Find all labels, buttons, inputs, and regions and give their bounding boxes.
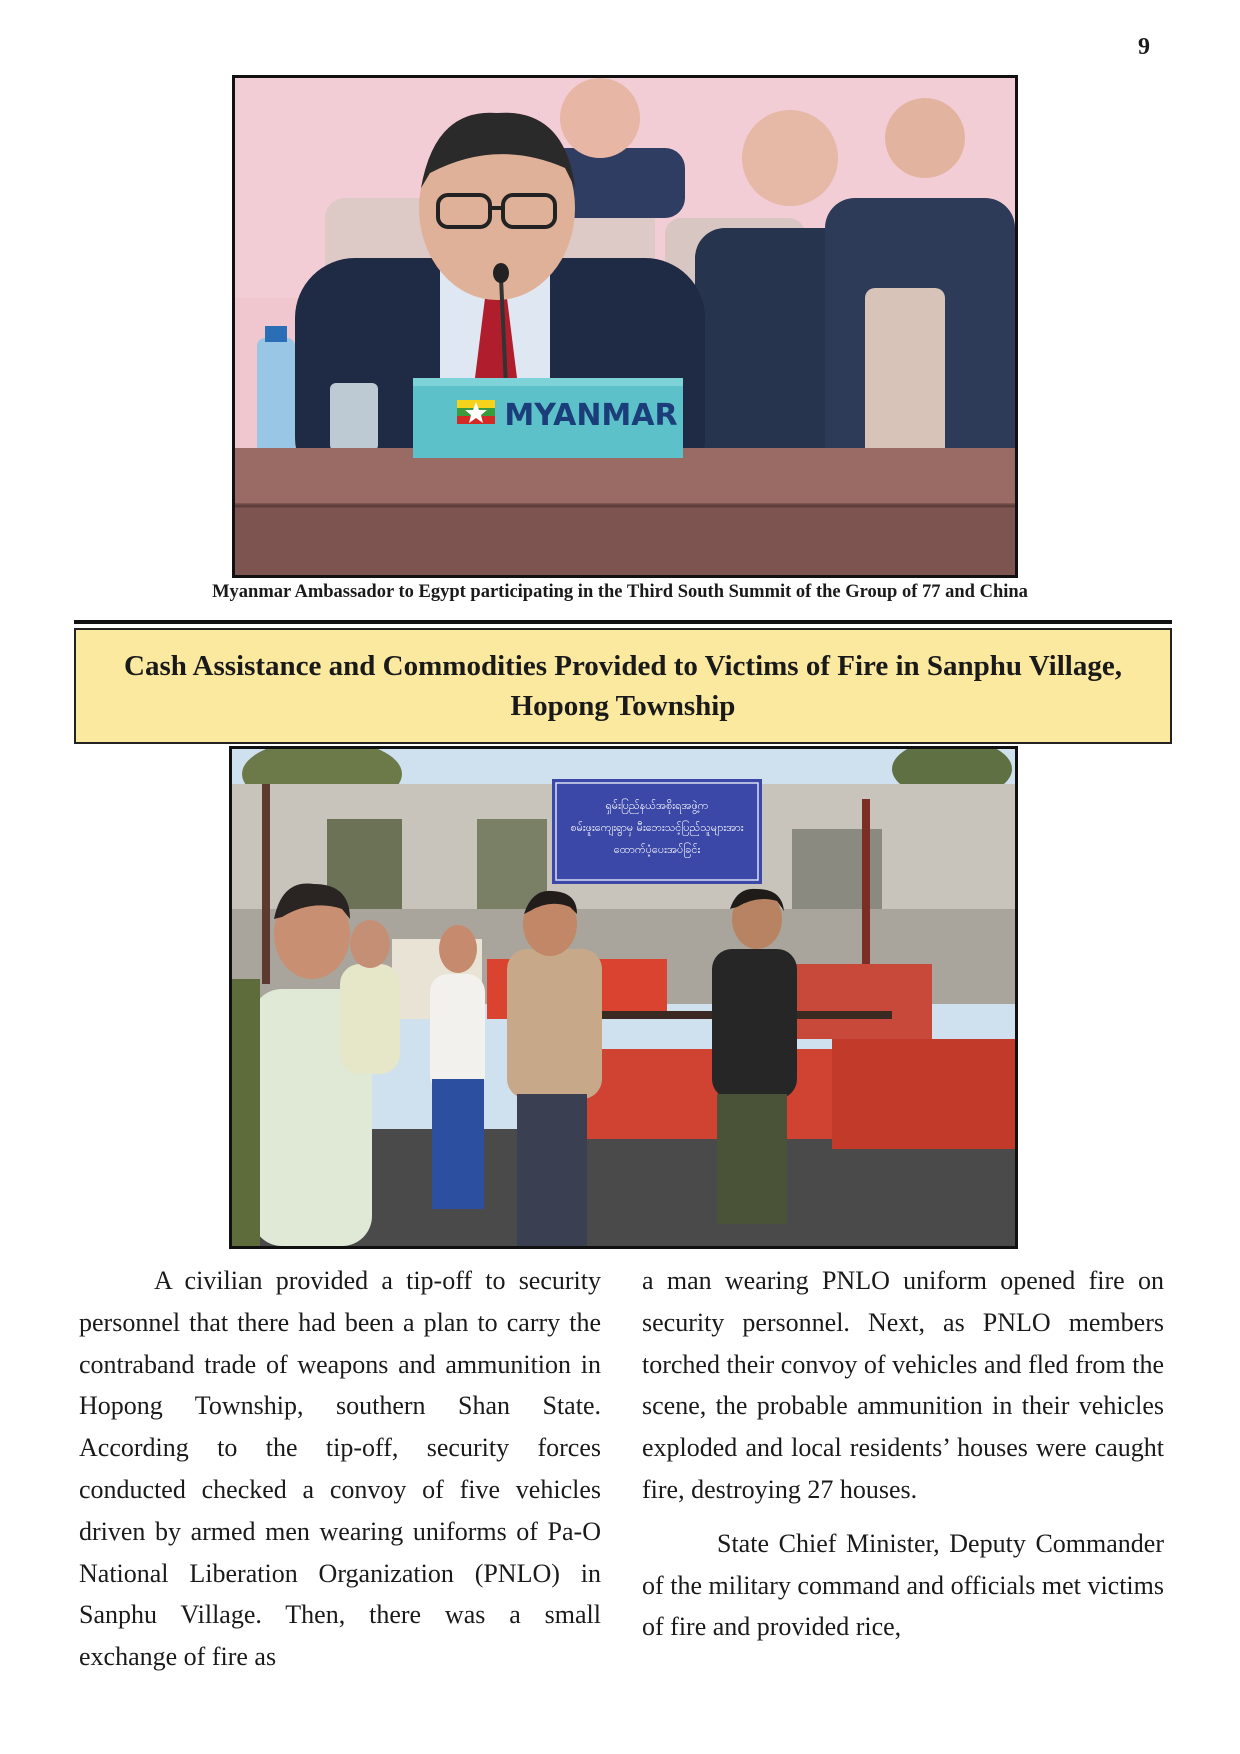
- article-title: Cash Assistance and Commodities Provided to Victims of Fire in Sanphu Village, Hopong Township: [74, 628, 1172, 744]
- ambassador-photo: [232, 75, 1018, 578]
- article-paragraph-1: A civilian provided a tip-off to security personnel that there had been a plan to carry the contraband trade of weapons and ammunition in Hopong Township, southern Shan State. According to the tip-off, security forces conducted checked a convoy of five vehicles driven by armed men wearing uniforms of Pa-O National Liberation Organization (PNLO) in Sanphu Village. Then, there was a small exchange of fire as: [79, 1266, 601, 1672]
- page-number: 9: [1138, 34, 1150, 60]
- article-paragraph-2: a man wearing PNLO uniform opened fire on security personnel. Next, as PNLO members torched their convoy of vehicles and fled from the scene, the probable ammunition in their vehicles exploded and local residents’ houses were caught fire, destroying 27 houses.: [642, 1266, 1164, 1504]
- banner-line-1: ရှမ်းပြည်နယ်အစိုးရအဖွဲ့က: [605, 799, 709, 812]
- article-paragraph-3: State Chief Minister, Deputy Commander of the military command and officials met victims of fire and provided rice,: [642, 1528, 1164, 1642]
- nameplate-text: MYANMAR: [504, 398, 678, 433]
- assistance-photo: [229, 746, 1018, 1249]
- article-column-1: [79, 1260, 601, 1678]
- banner-line-3: ထောက်ပံ့ပေးအပ်ခြင်း: [613, 843, 701, 856]
- myanmar-flag-icon: [457, 400, 495, 424]
- photo-caption: Myanmar Ambassador to Egypt participating in the Third South Summit of the Group of 77 and China: [212, 582, 1028, 602]
- banner-line-2: စမ်းဖူးကျေးရွာမှ မီးဘေးသင့်ပြည်သူများအား: [570, 821, 744, 834]
- article-column-2: [642, 1260, 1164, 1648]
- section-divider: [74, 620, 1172, 624]
